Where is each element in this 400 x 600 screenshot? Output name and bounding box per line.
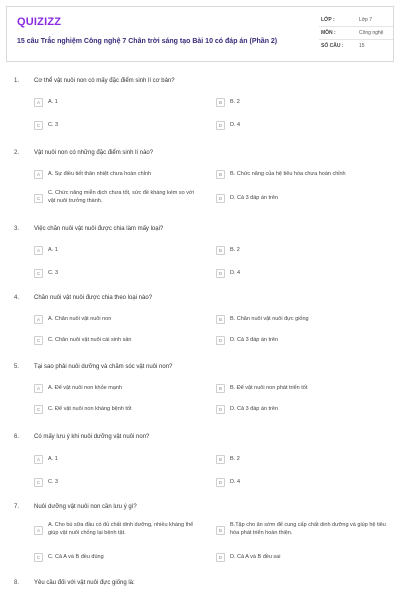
option-text: C. 3: [48, 122, 59, 128]
question-text: Chăn nuôi vật nuôi được chia theo loại nào?: [34, 295, 153, 301]
question-text: Việc chăn nuôi vật nuôi được chia làm mấy loại?: [34, 226, 164, 232]
option-b[interactable]: [216, 522, 388, 540]
question-8: [14, 580, 386, 592]
option-letter: B: [216, 246, 225, 255]
option-letter: C: [34, 269, 43, 278]
option-text: D. Cả 3 đáp án trên: [230, 337, 279, 343]
option-a[interactable]: [34, 455, 204, 467]
question-text: Nuôi dưỡng vật nuôi non cần lưu ý gì?: [34, 504, 137, 510]
option-a[interactable]: [34, 98, 204, 110]
option-d[interactable]: [216, 121, 386, 133]
option-d[interactable]: [216, 553, 386, 565]
question-1: [14, 78, 386, 138]
option-text: B. 2: [230, 456, 240, 462]
meta-value: Lớp 7: [359, 17, 373, 23]
option-a[interactable]: [34, 384, 204, 396]
meta-key: MÔN :: [321, 30, 336, 36]
option-d[interactable]: [216, 478, 386, 490]
option-text: A. 1: [48, 247, 58, 253]
option-letter: A: [34, 98, 43, 107]
option-b[interactable]: [216, 246, 386, 258]
option-letter: C: [34, 194, 43, 203]
option-letter: A: [34, 170, 43, 179]
option-a[interactable]: [34, 170, 204, 182]
question-text: Yêu cầu đối với vật nuôi đực giống là:: [34, 580, 135, 586]
option-letter: A: [34, 455, 43, 464]
option-text: B. Để vật nuôi non phát triển tốt: [230, 385, 308, 391]
question-text: Có mấy lưu ý khi nuôi dưỡng vật nuôi non?: [34, 434, 150, 440]
option-d[interactable]: [216, 269, 386, 281]
option-text: A. Để vật nuôi non khỏe mạnh: [48, 385, 122, 391]
option-text: C. 3: [48, 479, 59, 485]
question-text: Vật nuôi non có những đặc điểm sinh lí nào?: [34, 150, 154, 156]
question-7: [14, 504, 386, 570]
option-text: C. Cả A và B đều đúng: [48, 554, 104, 560]
meta-row-class: [319, 14, 393, 27]
option-text: B. Chăn nuôi vật nuôi đực giống: [230, 316, 309, 322]
option-letter: C: [34, 336, 43, 345]
question-2: [14, 150, 386, 216]
question-3: [14, 226, 386, 286]
option-text: A. 1: [48, 99, 58, 105]
option-c[interactable]: [34, 553, 204, 565]
option-c[interactable]: [34, 478, 204, 490]
option-letter: D: [216, 553, 225, 562]
question-5: [14, 364, 386, 424]
question-number: 6.: [14, 434, 20, 440]
option-b[interactable]: [216, 315, 386, 327]
option-letter: A: [34, 384, 43, 393]
option-text: A. Cho bú sữa đầu có đủ chất dinh dưỡng, nhiều kháng thể giúp vật nuôi chống lại bệnh tật.: [48, 522, 194, 536]
option-letter: D: [216, 405, 225, 414]
option-letter: B: [216, 526, 225, 535]
option-b[interactable]: [216, 384, 386, 396]
option-c[interactable]: [34, 405, 204, 417]
option-letter: D: [216, 269, 225, 278]
meta-table: [319, 14, 393, 53]
quizizz-logo: QUIZIZZ: [17, 16, 62, 28]
question-number: 4.: [14, 295, 20, 301]
option-text: A. 1: [48, 456, 58, 462]
option-letter: C: [34, 405, 43, 414]
question-number: 7.: [14, 504, 20, 510]
question-6: [14, 434, 386, 494]
option-letter: B: [216, 315, 225, 324]
question-text: Tại sao phải nuôi dưỡng và chăm sóc vật nuôi non?: [34, 364, 173, 370]
option-d[interactable]: [216, 194, 386, 206]
document-header: [6, 6, 394, 62]
option-letter: D: [216, 194, 225, 203]
option-text: C. Chức năng miễn dịch chưa tốt, sức đề kháng kém so với vật nuôi trưởng thành.: [48, 190, 194, 204]
option-letter: A: [34, 246, 43, 255]
meta-value: 15: [359, 43, 365, 49]
option-a[interactable]: [34, 522, 206, 540]
option-text: C. Chăn nuôi vật nuôi cái sinh sản: [48, 337, 132, 343]
option-a[interactable]: [34, 246, 204, 258]
option-text: A. Sự điều tiết thân nhiệt chưa hoàn chỉnh: [48, 171, 152, 177]
option-b[interactable]: [216, 455, 386, 467]
option-text: B. 2: [230, 247, 240, 253]
option-text: D. Cả 3 đáp án trên: [230, 195, 279, 201]
option-text: A. Chăn nuôi vật nuôi non: [48, 316, 112, 322]
option-text: B. 2: [230, 99, 240, 105]
option-text: C. Để vật nuôi non kháng bệnh tốt: [48, 406, 132, 412]
option-b[interactable]: [216, 170, 386, 182]
option-text: D. Cả A và B đều sai: [230, 554, 281, 560]
option-text: D. Cả 3 đáp án trên: [230, 406, 279, 412]
option-text: D. 4: [230, 122, 241, 128]
document-title: 15 câu Trắc nghiệm Công nghệ 7 Chân trời sáng tạo Bài 10 có đáp án (Phần 2): [17, 38, 278, 45]
option-letter: C: [34, 553, 43, 562]
option-letter: C: [34, 121, 43, 130]
option-letter: B: [216, 384, 225, 393]
question-number: 3.: [14, 226, 20, 232]
meta-row-subject: [319, 27, 393, 40]
option-letter: A: [34, 315, 43, 324]
question-number: 5.: [14, 364, 20, 370]
option-a[interactable]: [34, 315, 204, 327]
meta-value: Công nghệ: [359, 30, 384, 36]
question-4: [14, 295, 386, 355]
option-letter: D: [216, 121, 225, 130]
option-letter: B: [216, 98, 225, 107]
option-c[interactable]: [34, 336, 204, 348]
option-letter: B: [216, 455, 225, 464]
question-number: 8.: [14, 580, 20, 586]
option-text: D. 4: [230, 270, 241, 276]
question-number: 1.: [14, 78, 20, 84]
option-d[interactable]: [216, 336, 386, 348]
option-letter: D: [216, 336, 225, 345]
meta-key: SỐ CÂU :: [321, 43, 344, 49]
option-letter: A: [34, 526, 43, 535]
question-text: Cơ thể vật nuôi non có mấy đặc điểm sinh lí cơ bản?: [34, 78, 175, 84]
question-number: 2.: [14, 150, 20, 156]
option-letter: B: [216, 170, 225, 179]
option-text: B.Tập cho ăn sớm để cung cấp chất dinh dưỡng và giúp hệ tiêu hóa phát triển hoàn thiện.: [230, 522, 386, 536]
option-c[interactable]: [34, 121, 204, 133]
option-letter: D: [216, 478, 225, 487]
option-c[interactable]: [34, 190, 206, 208]
option-b[interactable]: [216, 98, 386, 110]
option-d[interactable]: [216, 405, 386, 417]
option-text: D. 4: [230, 479, 241, 485]
option-text: B. Chức năng của hệ tiêu hóa chưa hoàn chỉnh: [230, 171, 346, 177]
option-letter: C: [34, 478, 43, 487]
option-c[interactable]: [34, 269, 204, 281]
option-text: C. 3: [48, 270, 59, 276]
meta-row-count: [319, 40, 393, 53]
meta-key: LỚP :: [321, 17, 335, 23]
